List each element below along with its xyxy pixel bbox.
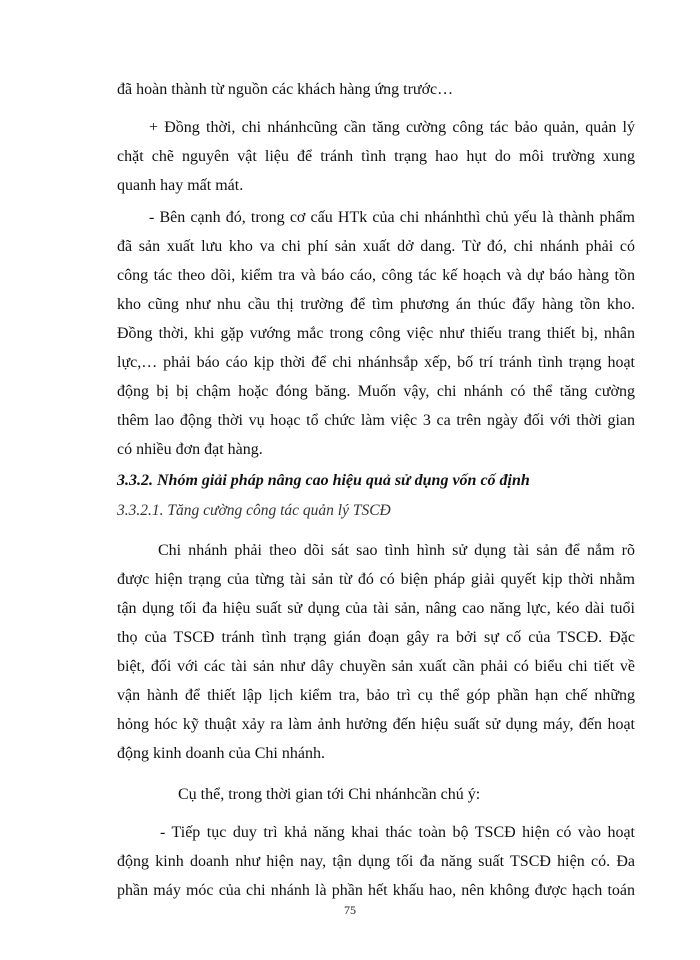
paragraph-2-line-1: đã sản xuất lưu kho va chi phí sản xuất dở dang. Từ đó, chi nhánh phải có (117, 238, 635, 255)
paragraph-5-line-6: hỏng hóc kỹ thuật xảy ra làm ảnh hưởng đến hiệu suất sử dụng máy, đến hoạt (117, 716, 635, 733)
page-number: 75 (344, 903, 356, 917)
paragraph-0-line-0: đã hoàn thành từ nguồn các khách hàng ứng trước… (117, 81, 454, 98)
paragraph-1-line-0: + Đồng thời, chi nhánhcũng cần tăng cường công tác bảo quản, quản lý (149, 119, 635, 136)
paragraph-5-line-0: Chi nhánh phải theo dõi sát sao tình hình sử dụng tài sản để nắm rõ (158, 542, 635, 559)
paragraph-5-line-5: vận hành để thiết lập lịch kiểm tra, bảo trì cụ thể góp phần hạn chế những (117, 687, 635, 704)
paragraph-2-line-6: động bị bị chậm hoặc đóng băng. Muốn vậy, chi nhánh có thể tăng cường (117, 383, 635, 400)
paragraph-5-line-3: thọ của TSCĐ tránh tình trạng gián đoạn gây ra bởi sự cố của TSCĐ. Đặc (117, 629, 635, 646)
paragraph-1-line-1: chặt chẽ nguyên vật liệu để tránh tình trạng hao hụt do môi trường xung (117, 148, 635, 165)
paragraph-1-line-2: quanh hay mất mát. (117, 177, 244, 194)
paragraph-5-line-4: biệt, đối với các tài sản như dây chuyền sản xuất cần phải có biểu chi tiết về (117, 658, 635, 675)
paragraph-7-line-1: động kinh doanh như hiện nay, tận dụng tối đa năng suất TSCĐ hiện có. Đa (117, 853, 635, 870)
paragraph-2-line-2: công tác theo dõi, kiểm tra và báo cáo, công tác kế hoạch và dự báo hàng tồn (117, 267, 635, 284)
paragraph-5-line-7: động kinh doanh của Chi nhánh. (117, 745, 325, 762)
paragraph-2-line-4: Đồng thời, khi gặp vướng mắc trong công việc như thiếu trang thiết bị, nhân (117, 325, 635, 342)
paragraph-5-line-1: được hiện trạng của từng tài sản từ đó có biện pháp giải quyết kịp thời nhằm (117, 571, 635, 588)
subsection-heading-3-3-2-1: 3.3.2.1. Tăng cường công tác quản lý TSCĐ (117, 502, 391, 519)
paragraph-2-line-3: kho cũng như nhu cầu thị trường để tìm phương án thúc đẩy hàng tồn kho. (117, 296, 635, 313)
paragraph-2-line-8: có nhiều đơn đạt hàng. (117, 441, 263, 458)
paragraph-2-line-0: - Bên cạnh đó, trong cơ cấu HTk của chi nhánhthì chủ yếu là thành phẩm (149, 209, 635, 226)
paragraph-2-line-7: thêm lao động thời vụ hoạc tổ chức làm việc 3 ca trên ngày đối với thời gian (117, 412, 635, 429)
section-heading-3-3-2: 3.3.2. Nhóm giải pháp nâng cao hiệu quả sử dụng vốn cố định (117, 472, 530, 489)
paragraph-7-line-0: - Tiếp tục duy trì khả năng khai thác toàn bộ TSCĐ hiện có vào hoạt (160, 824, 635, 841)
paragraph-7-line-2: phần máy móc của chi nhánh là phần hết khấu hao, nên không được hạch toán (117, 882, 635, 899)
paragraph-5-line-2: tận dụng tối đa hiệu suất sử dụng của tài sản, nâng cao năng lực, kéo dài tuổi (117, 600, 635, 617)
paragraph-6-line-0: Cụ thể, trong thời gian tới Chi nhánhcần chú ý: (178, 786, 481, 803)
paragraph-2-line-5: lực,… phải báo cáo kịp thời để chi nhánhsắp xếp, bố trí tránh tình trạng hoạt (117, 354, 635, 371)
